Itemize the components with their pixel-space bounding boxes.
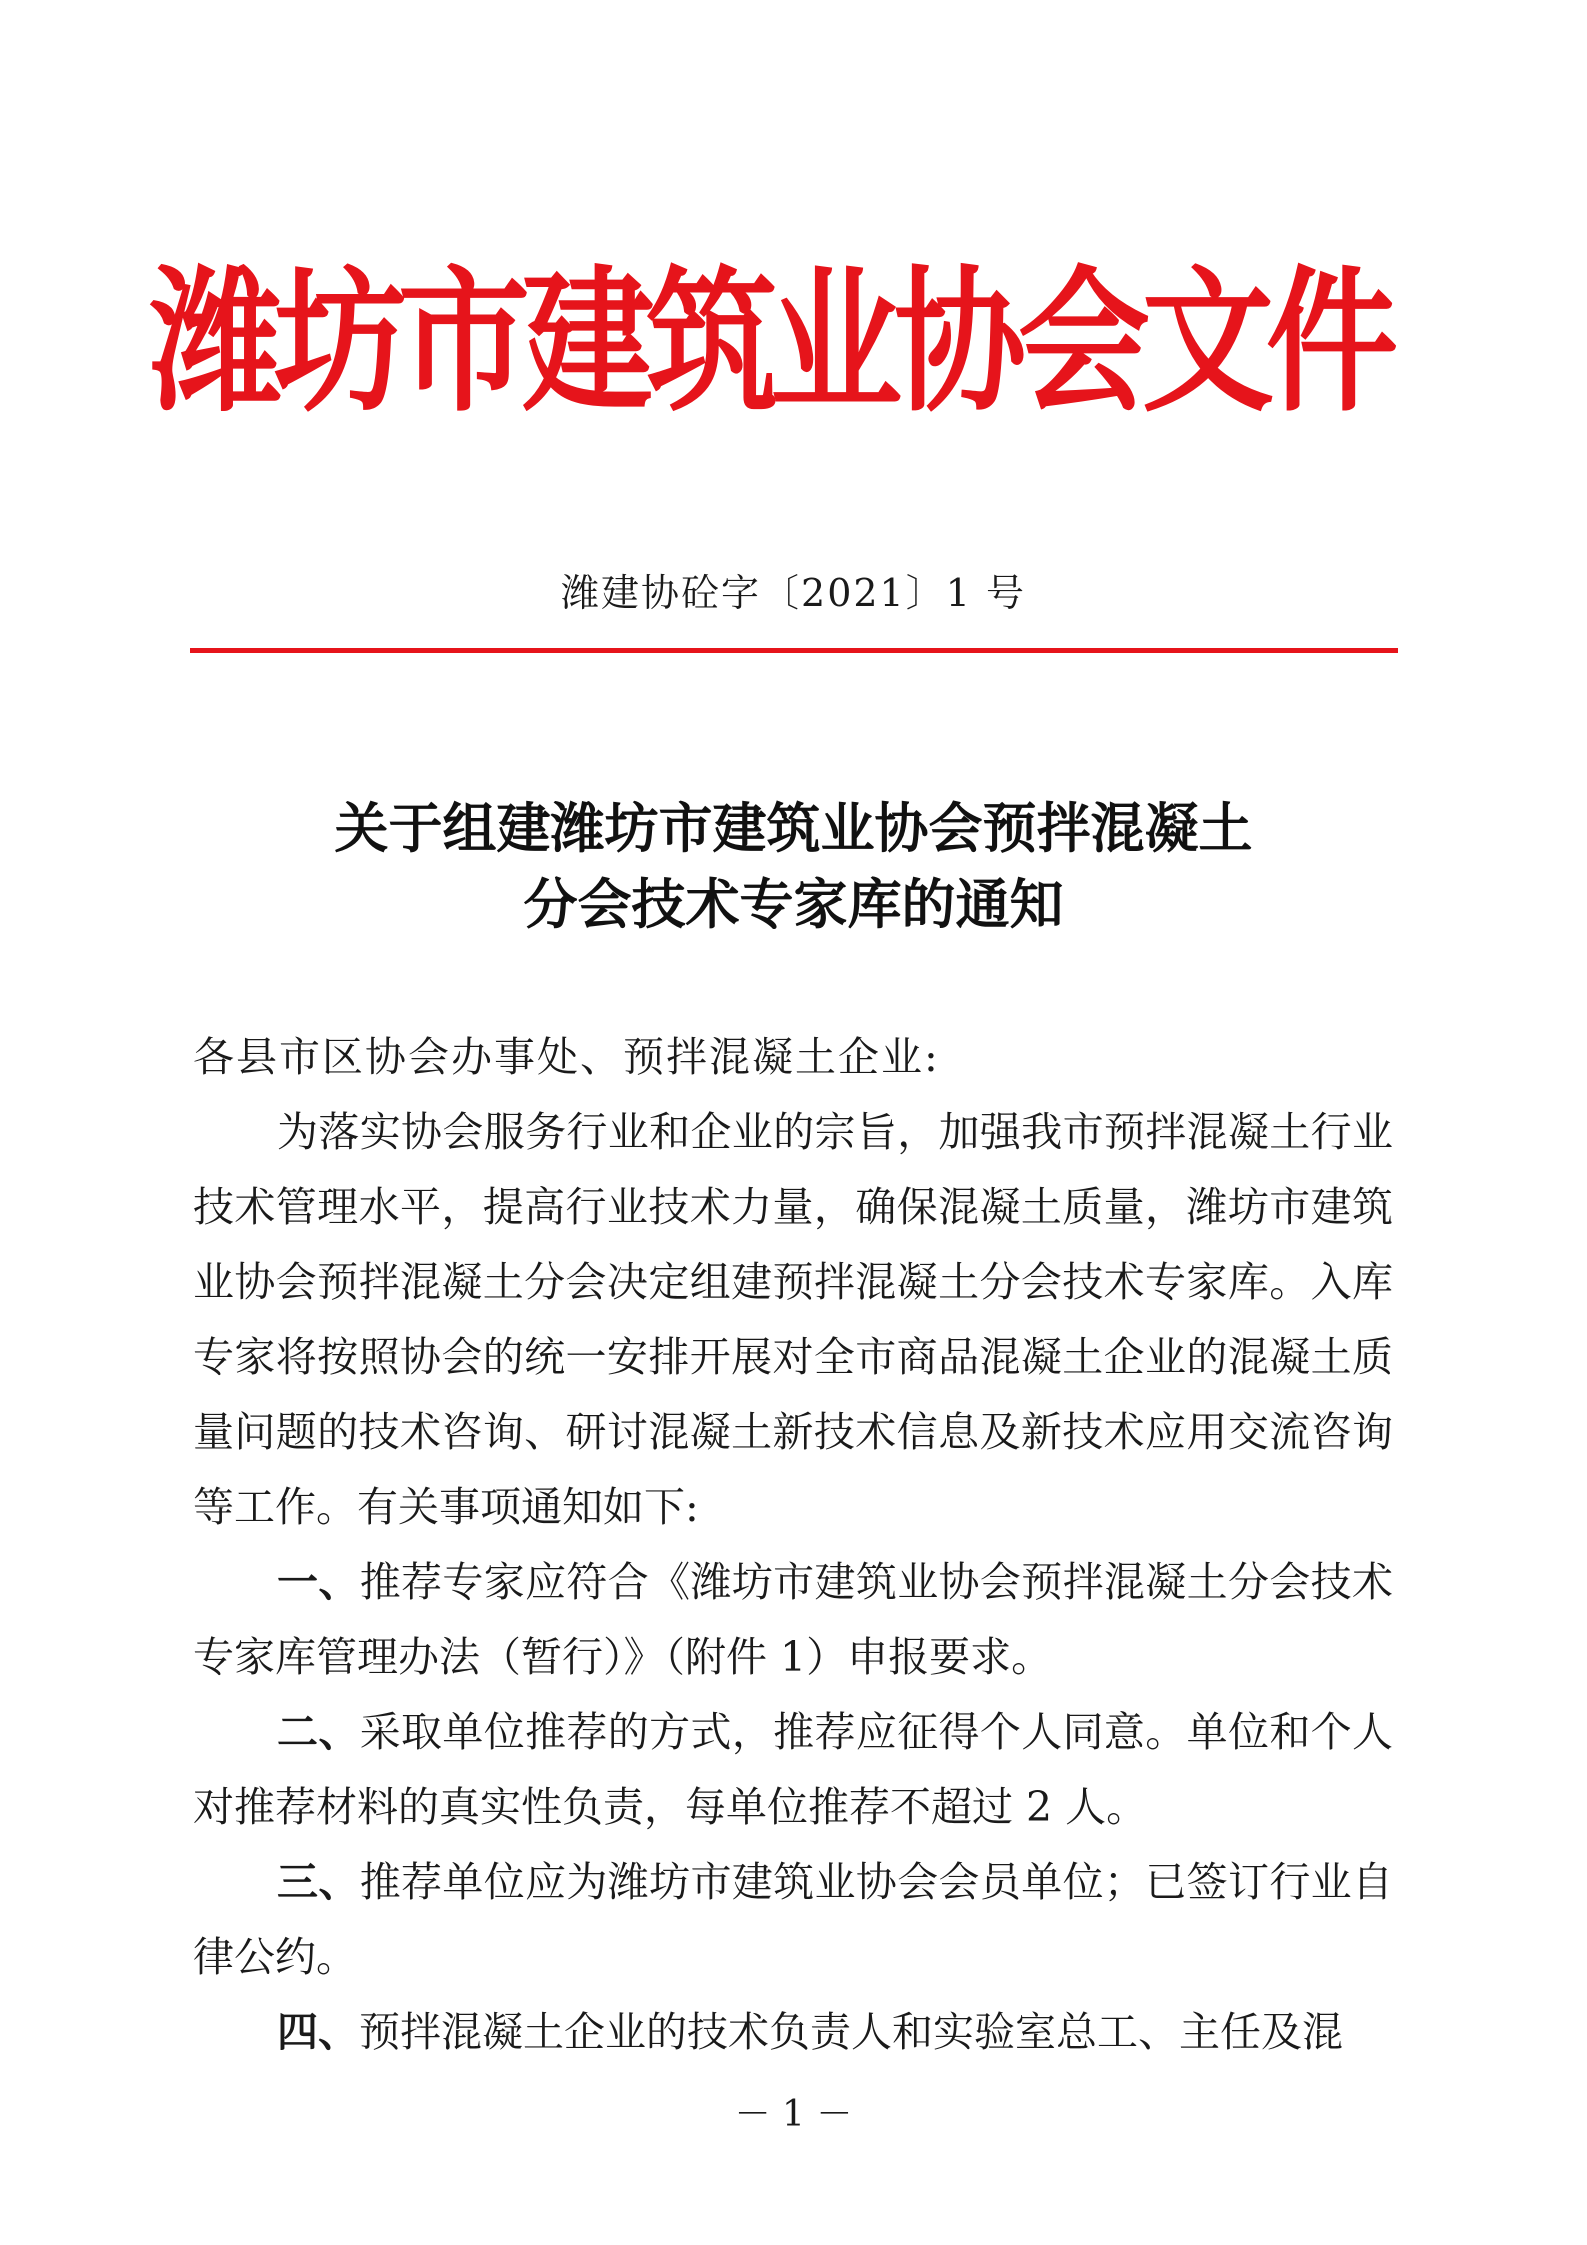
notice-title-line-2: 分会技术专家库的通知: [523, 872, 1064, 936]
item-lead: 四、: [277, 2008, 359, 2056]
item-lead: 二、: [277, 1708, 360, 1756]
red-divider-rule: [190, 648, 1398, 653]
page-number: － 1 －: [734, 2094, 853, 2135]
item-lead: 三、: [277, 1858, 360, 1906]
notice-body: [193, 1020, 1393, 2070]
item-lead: 一、: [277, 1558, 360, 1606]
list-item: [193, 1995, 1393, 2070]
notice-title-line-1: 关于组建潍坊市建筑业协会预拌混凝土: [334, 796, 1253, 860]
masthead-title: 潍坊市建筑业协会文件: [150, 250, 1390, 434]
document-number: 潍建协砼字〔2021〕1 号: [561, 571, 1026, 615]
item-text: 采取单位推荐的方式，推荐应征得个人同意。单位和个人对推荐材料的真实性负责，每单位推荐不超过 2 人。: [193, 1708, 1394, 1831]
intro-paragraph: 为落实协会服务行业和企业的宗旨，加强我市预拌混凝土行业技术管理水平，提高行业技术力量，确保混凝土质量，潍坊市建筑业协会预拌混凝土分会决定组建预拌混凝土分会技术专家库。入库专家将按照协会的统一安排开展对全市商品混凝土企业的混凝土质量问题的技术咨询、研讨混凝土新技术信息及新技术应用交流咨询等工作。有关事项通知如下:: [193, 1108, 1393, 1531]
salutation: 各县市区协会办事处、预拌混凝土企业:: [193, 1033, 940, 1081]
item-text: 预拌混凝土企业的技术负责人和实验室总工、主任及混: [359, 2008, 1343, 2056]
list-item: [193, 1845, 1393, 1995]
list-item: [193, 1695, 1393, 1845]
item-text: 推荐单位应为潍坊市建筑业协会会员单位；已签订行业自律公约。: [193, 1858, 1394, 1981]
list-item: [193, 1545, 1393, 1695]
notice-title: [0, 790, 1587, 942]
item-text: 推荐专家应符合《潍坊市建筑业协会预拌混凝土分会技术专家库管理办法（暂行）》（附件 1）申报要求。: [193, 1558, 1394, 1681]
